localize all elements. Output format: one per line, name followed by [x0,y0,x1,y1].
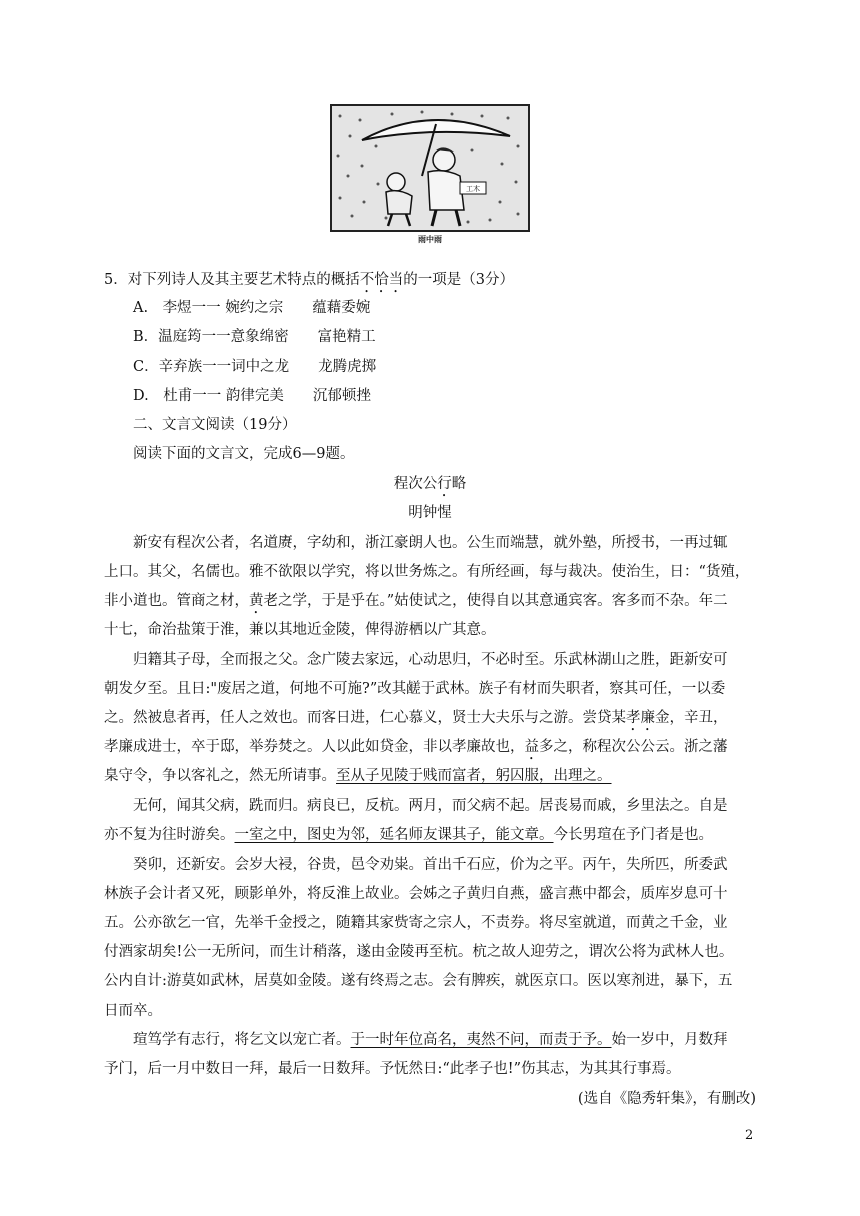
passage-line: 林族子会计者又死，顾影单外，将反淮上故业。会姊之子黄归自燕，盛言燕中都会，质库岁息可十 [104,886,728,902]
cartoon-image [330,104,530,232]
underlined-sentence: 至从子见陵于贱而富者，躬囚服，出理之。 [336,768,612,784]
dotted-word: 黄 [249,593,264,609]
passage-line: 朝发夕至。且日:"废居之道，何地不可施?”改其鹾于武林。族子有材而失职者，察其可任，一以委 [104,681,726,697]
passage-line [104,591,728,617]
passage-title-emphasis: 行 [437,476,452,492]
cartoon-drawing [332,106,528,230]
passage-title-part: 略 [451,476,467,492]
text-run: 非小道也。管商之材， [104,593,249,609]
passage-title-part: 程次公 [393,476,438,492]
text-run: 始一岁中，月数拜 [611,1032,728,1048]
cartoon-caption: 雨中雨 [418,235,442,244]
section-heading: 二、文言文阅读（19分） [133,417,297,433]
cartoon-sign-text: 工木 [466,185,480,193]
passage-line: 十七，命治盐策于淮，兼以其地近金陵，俾得游栖以广其意。 [104,622,496,638]
option-d: D. 杜甫一一 韵律完美 沉郁顿挫 [133,388,371,404]
option-c: C．辛弃族一一词中之龙 龙腾虎掷 [133,359,377,375]
passage-line: 新安有程次公者，名道赓，字幼和，浙江豪朗人也。公生而端慧，就外塾，所授书，一再过辄 [133,535,728,551]
question-5-stem [104,270,514,296]
passage-line: 日而卒。 [104,1003,162,1019]
option-a: A. 李煜一一 婉约之宗 蕴藉委婉 [133,300,371,316]
passage-line: 无何，闻其父病，跣而归。病良已，反杭。两月，而父病不起。居丧易而戚，乡里法之。自是 [133,798,728,814]
text-run: 瑄笃学有志行，将乞文以宠亡者。 [133,1032,351,1048]
passage-line: 癸卯，还新安。会岁大祲，谷贵，邑令劝粜。首出千石应，价为之平。丙午，失所匹，所委武 [133,857,728,873]
underlined-sentence: 一室之中，图史为邻，延名师友课其子，能文章。 [234,827,554,843]
passage-line: 予门，后一月中数日一拜，最后一日数拜。予怃然日:“此孝子也!”伤其志，为其其行事焉。 [104,1061,681,1077]
option-b: B．温庭筠一一意象绵密 富艳精工 [133,329,376,345]
section-instruction: 阅读下面的文言文，完成6—9题。 [133,446,355,462]
question-5-emphasis: 不恰当 [359,272,404,288]
page-number: 2 [745,1128,754,1143]
passage-author: 明钟惺 [408,505,452,521]
text-run: 之。然被息者再，任人之效也。而客日进，仁心慕义，贤士大夫乐与之游。尝贷某 [104,710,626,726]
passage-line: 归籍其子母，全而报之父。念广陵去家远，心动思归，不必时至。乐武林湖山之胜，距新安可 [133,652,728,668]
text-run: 亦不复为往时游矣。 [104,827,235,843]
text-run: 老之学，于是乎在。”姑使试之，使得自以其意通宾客。客多而不杂。年二 [263,593,728,609]
text-run: 多之，称程次公公云。浙之藩 [539,739,728,755]
passage-line [133,1030,757,1050]
passage-line: 五。公亦欲乞一官，先举千金授之，随籍其家赀寄之宗人，不责券。将尽室就道，而黄之千金，业 [104,915,728,931]
passage-line [104,766,728,786]
dotted-word: 益 [524,739,539,755]
dotted-word: 孝廉 [626,710,655,726]
question-5-prefix: 5．对下列诗人及其主要艺术特点的概括 [104,272,360,288]
underlined-sentence: 于一时年位高名，夷然不问，而责于予。 [350,1032,612,1048]
text-run: 金，辛丑， [655,710,728,726]
passage-line: 付酒家胡矣!公一无所问，而生计稍落，遂由金陵再至杭。杭之故人迎劳之，谓次公将为武林人也。 [104,944,734,960]
passage-source: (选自《隐秀轩集》，有删改) [577,1091,756,1107]
passage-title [0,474,860,500]
passage-line: 公内自计:游莫如武林，居莫如金陵。遂有终焉之志。会有脾疾，就医京口。医以寒剂进，暴下，五 [104,973,733,989]
passage-line [104,737,728,763]
text-run: 今长男瑄在予门者是也。 [553,827,713,843]
text-run: 臬守令，争以客礼之，然无所请事。 [104,768,336,784]
passage-line [104,825,728,845]
passage-line: 上口。其父，名儒也。雅不欲限以学究，将以世务炼之。有所经画，每与裁决。使治生，日：“货殖， [104,564,750,580]
text-run: 孝廉成进士，卒于邸，举券焚之。人以此如贷金，非以孝廉故也， [104,739,525,755]
question-5-suffix: 的一项是（3分） [403,272,514,288]
passage-line [104,708,728,734]
